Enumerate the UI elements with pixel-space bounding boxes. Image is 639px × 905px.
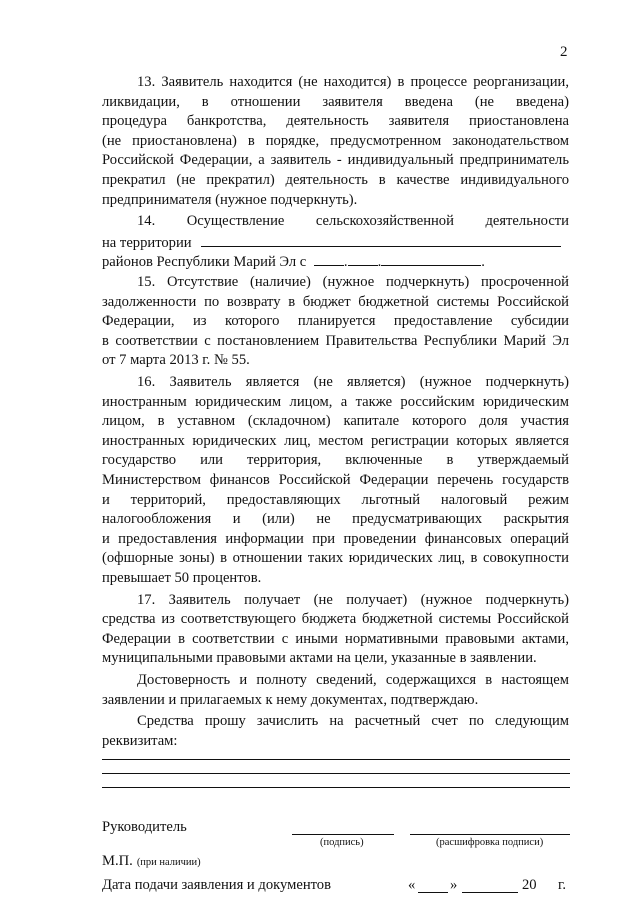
item-15-line: задолженности по возврату в бюджет бюджетной системы Российской xyxy=(102,294,569,310)
item-16-line: и предоставления информации при проведении финансовых операций xyxy=(102,531,569,547)
item-16-line: превышает 50 процентов. xyxy=(102,570,262,586)
item-15-line: в соответствии с постановлением Правительства Республики Марий Эл xyxy=(102,333,569,349)
item-17-line: муниципальными правовыми актами на цели, указанные в заявлении. xyxy=(102,650,537,666)
date-separator: . xyxy=(343,254,348,270)
item-14-line xyxy=(102,252,485,271)
item-13-line: прекратил (не прекратил) деятельность в качестве индивидуального xyxy=(102,172,569,188)
submission-day-field[interactable] xyxy=(418,892,448,893)
requisites-line[interactable] xyxy=(102,773,570,774)
item-16-line: Министерством финансов Российской Федерации перечень государств xyxy=(102,472,569,488)
funds-line: Средства прошу зачислить на расчетный счет по следующим xyxy=(137,713,569,729)
submission-month-field[interactable] xyxy=(462,892,518,893)
item-13-line: процедура банкротства, деятельность заявителя приостановлена xyxy=(102,113,569,129)
date-close-quote: » xyxy=(450,877,458,893)
head-decode-caption: (расшифровка подписи) xyxy=(436,837,544,848)
head-decode-field[interactable] xyxy=(410,834,570,835)
date-month-field[interactable] xyxy=(348,252,378,266)
date-year-field[interactable] xyxy=(381,252,481,266)
head-signature-field[interactable] xyxy=(292,834,394,835)
item-15-line: от 7 марта 2013 г. № 55. xyxy=(102,352,250,368)
seal-note: (при наличии) xyxy=(136,857,201,868)
districts-label: районов Республики Марий Эл с xyxy=(102,254,307,270)
year-suffix: г. xyxy=(558,877,566,893)
item-13-line: 13. Заявитель находится (не находится) в процессе реорганизации, xyxy=(137,74,569,90)
page-number: 2 xyxy=(560,44,568,60)
requisites-line[interactable] xyxy=(102,787,570,788)
item-16-line: иностранным юридическим лицом, а также российским юридическим xyxy=(102,394,569,410)
item-16-line: государство или территория, включенные в утверждаемый xyxy=(102,452,569,468)
item-13-line: (не приостановлена) в порядке, предусмотренном законодательством xyxy=(102,133,569,149)
item-17-line: 17. Заявитель получает (не получает) (нужное подчеркнуть) xyxy=(137,592,569,608)
seal-label xyxy=(102,853,201,870)
item-13-line: предпринимателя (нужное подчеркнуть). xyxy=(102,192,358,208)
date-day-field[interactable] xyxy=(314,252,344,266)
item-15-line: Федерации, из которого планируется предоставление субсидии xyxy=(102,313,569,329)
item-17-line: средства из соответствующего бюджета бюджетной системы Российской xyxy=(102,611,569,627)
head-label: Руководитель xyxy=(102,819,187,835)
item-16-line: и территорий, предоставляющих льготный налоговый режим xyxy=(102,492,569,508)
item-16-line: лицом, в уставном (складочном) капитале которого доля участия xyxy=(102,413,569,429)
item-16-line: (офшорные зоны) в отношении таких юридических лиц, в совокупности xyxy=(102,550,569,566)
territory-label: на территории xyxy=(102,235,192,251)
date-open-quote: « xyxy=(408,877,416,893)
date-end: . xyxy=(481,254,485,270)
item-17-line: Федерации в соответствии с иными нормативными правовыми актами, xyxy=(102,631,569,647)
item-15-line: 15. Отсутствие (наличие) (нужное подчеркнуть) просроченной xyxy=(137,274,569,290)
confirmation-line: Достоверность и полноту сведений, содержащихся в настоящем xyxy=(137,672,569,688)
territory-field[interactable] xyxy=(201,233,561,247)
item-13-line: ликвидации, в отношении заявителя введена (не введена) xyxy=(102,94,569,110)
date-separator: . xyxy=(377,254,382,270)
item-13-line: Российской Федерации, а заявитель - индивидуальный предприниматель xyxy=(102,152,569,168)
item-16-line: налогообложения и (или) не предусматривающих раскрытия xyxy=(102,511,569,527)
submission-date-label: Дата подачи заявления и документов xyxy=(102,877,331,893)
head-sign-caption: (подпись) xyxy=(320,837,364,848)
year-prefix: 20 xyxy=(522,877,537,893)
seal-abbrev: М.П. xyxy=(102,853,133,869)
item-16-line: иностранных юридических лиц, местом регистрации которых является xyxy=(102,433,569,449)
item-16-line: 16. Заявитель является (не является) (нужное подчеркнуть) xyxy=(137,374,569,390)
requisites-line[interactable] xyxy=(102,759,570,760)
item-14-line xyxy=(102,233,561,252)
item-14-line: 14. Осуществление сельскохозяйственной деятельности xyxy=(137,213,569,229)
funds-line: реквизитам: xyxy=(102,733,178,749)
confirmation-line: заявлении и прилагаемых к нему документах, подтверждаю. xyxy=(102,692,479,708)
